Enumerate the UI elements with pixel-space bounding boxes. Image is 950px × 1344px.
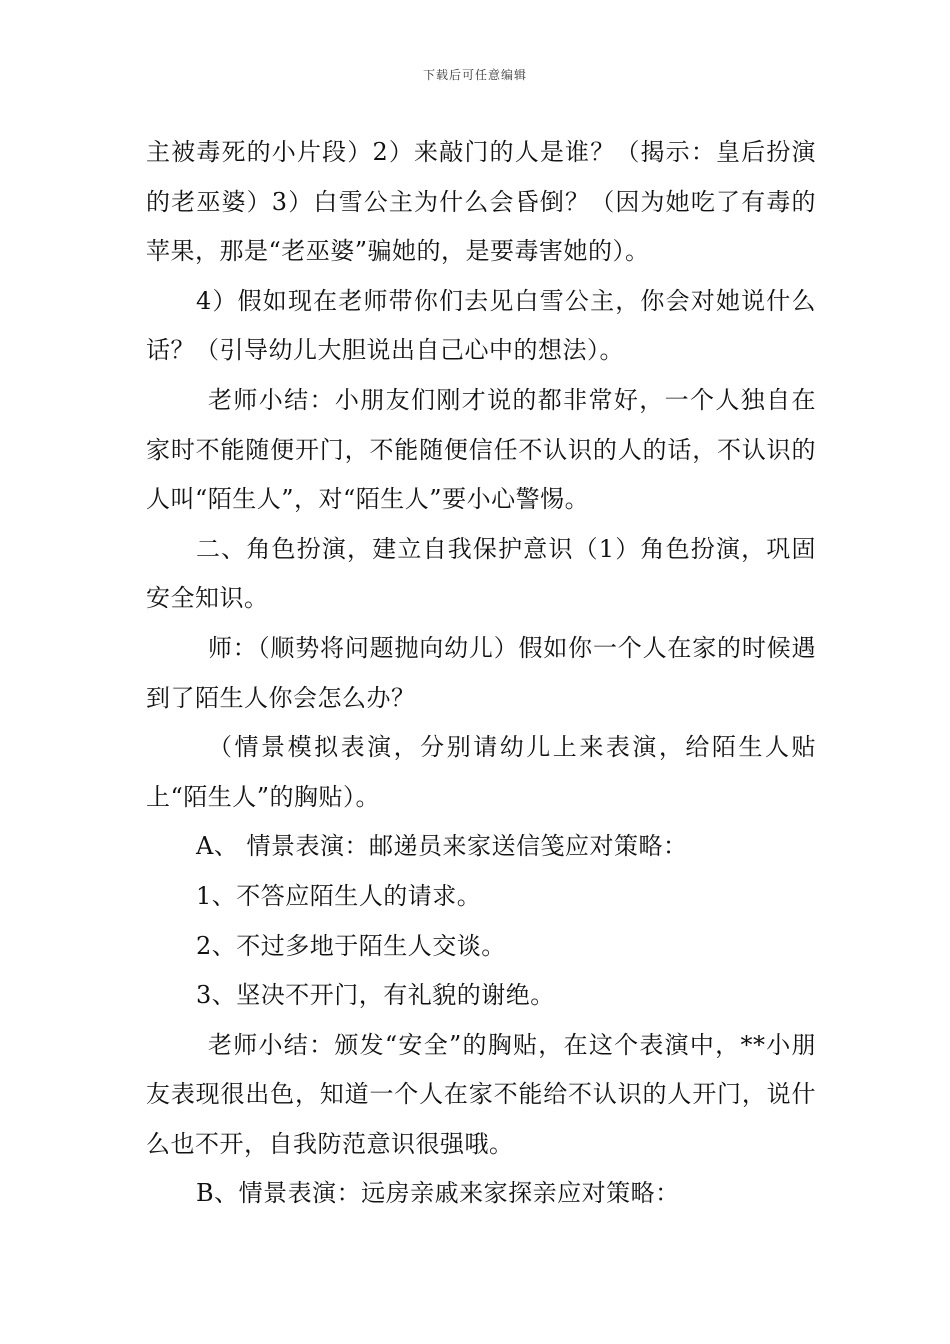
page-header-note: 下载后可任意编辑: [422, 68, 527, 82]
paragraph-question-4: 4）假如现在老师带你们去见白雪公主，你会对她说什么话？（引导幼儿大胆说出自己心中的想法）。: [146, 286, 816, 365]
list-item-3: 3、坚决不开门，有礼貌的谢绝。: [196, 981, 555, 1010]
paragraph-story-questions: 主被毒死的小片段）2）来敲门的人是谁？（揭示：皇后扮演的老巫婆）3）白雪公主为什么会昏倒？（因为她吃了有毒的苹果，那是“老巫婆”骗她的，是要毒害她的）。: [146, 138, 816, 266]
paragraph-teacher-question: 师：（顺势将问题抛向幼儿）假如你一个人在家的时候遇到了陌生人你会怎么办？: [146, 633, 816, 712]
paragraph-teacher-summary-1: 老师小结：小朋友们刚才说的都非常好，一个人独自在家时不能随便开门，不能随便信任不认识的人的话，不认识的人叫“陌生人”，对“陌生人”要小心警惕。: [146, 385, 816, 514]
list-item-1: 1、不答应陌生人的请求。: [196, 881, 482, 910]
list-item-2: 2、不过多地于陌生人交谈。: [196, 931, 506, 960]
paragraph-roleplay-instruction: （情景模拟表演，分别请幼儿上来表演，给陌生人贴上“陌生人”的胸贴）。: [146, 733, 816, 811]
document-body: [146, 128, 816, 1219]
paragraph-teacher-summary-2: 老师小结：颁发“安全”的胸贴，在这个表演中，**小朋友表现很出色，知道一个人在家不能给不认识的人开门，说什么也不开，自我防范意识很强哦。: [146, 1030, 816, 1158]
paragraph-scenario-a: A、 情景表演：邮递员来家送信笺应对策略：: [196, 832, 688, 861]
paragraph-section-2-heading: 二、角色扮演，建立自我保护意识（1）角色扮演，巩固安全知识。: [146, 534, 816, 613]
paragraph-scenario-b: B、情景表演：远房亲戚来家探亲应对策略：: [196, 1179, 680, 1208]
